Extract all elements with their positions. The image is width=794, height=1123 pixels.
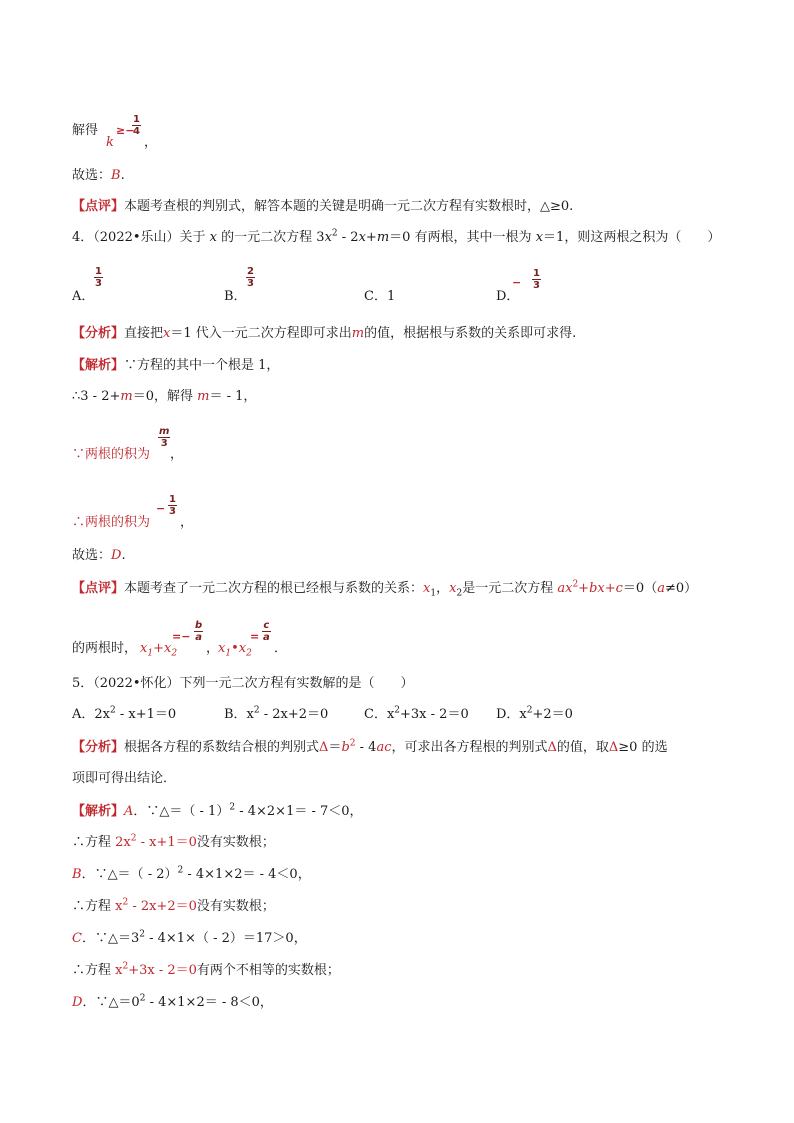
exponent: 2 [110, 705, 116, 716]
choose-value: D [111, 548, 122, 563]
solution-text: 有两个不相等的实数根； [196, 963, 340, 978]
denominator: 4 [133, 126, 140, 137]
var-x1: x [218, 641, 226, 656]
exponent: 2 [139, 929, 145, 940]
option-a-label: A． [72, 289, 95, 304]
case-label: B [72, 867, 82, 882]
choose-value: B [111, 168, 121, 183]
solution-text: 没有实数根； [196, 835, 275, 850]
solution-text: ＝0，解得 [132, 389, 198, 404]
fraction-b-over-a [194, 620, 203, 643]
denominator: 3 [533, 280, 540, 291]
option-d-fraction [532, 268, 541, 291]
option-text: B．x [224, 707, 254, 722]
fraction-minus-one-third [168, 494, 177, 517]
option-b-fraction [246, 266, 255, 289]
subscript: 2 [171, 648, 178, 659]
review-text: ≠0） [664, 581, 698, 596]
stem-text: ＝1，则这两根之积为（ ） [543, 230, 721, 245]
review-tag: 【点评】 [72, 199, 125, 214]
solution-text: - 4×1×2＝ - 8＜0， [145, 995, 273, 1010]
var-x: x [358, 230, 366, 245]
fraction-one-quarter [132, 114, 141, 137]
option-text: - 2x+2＝0 [259, 707, 329, 722]
subscript: 2 [246, 648, 252, 659]
option-b-label: B． [224, 289, 247, 304]
text: 解得 [72, 123, 99, 138]
term-ax: ax [557, 581, 573, 596]
solution-text: - 4×1×2＝ - 4＜0， [183, 867, 311, 882]
equation: - x+1＝0 [136, 835, 197, 850]
separator: ， [206, 641, 220, 656]
option-a [72, 706, 176, 724]
minus-sign: − [156, 502, 166, 515]
comma: ， [170, 447, 184, 462]
numerator: 2 [247, 266, 254, 277]
review-text: 的两根时， [72, 641, 138, 656]
case-label: C [72, 931, 82, 946]
dot: • [231, 641, 239, 656]
analysis-text: 直接把 [124, 326, 164, 341]
solution-text: ∴3 - 2+ [72, 389, 121, 404]
delta-symbol: Δ [608, 740, 619, 755]
q4-options [72, 266, 632, 306]
option-a-fraction [94, 266, 103, 289]
plus: + [153, 641, 164, 656]
denominator: a [195, 632, 202, 643]
product-expression [218, 640, 252, 658]
q5-stem: 5．（2022•怀化）下列一元二次方程有实数解的是（ ） [72, 676, 414, 691]
solution-text: ∵方程的其中一个根是 1， [124, 358, 280, 373]
option-text: A．2x [72, 707, 110, 722]
option-text: +3x - 2＝0 [400, 707, 469, 722]
q4-solution-3 [72, 424, 272, 464]
q4-review-line-2 [72, 620, 292, 660]
var-x2: x [163, 641, 172, 656]
exponent: 2 [139, 993, 146, 1004]
q5-solution-7 [72, 994, 273, 1012]
var-m: m [197, 389, 210, 404]
q4-stem [72, 229, 720, 247]
option-text: C．x [364, 707, 395, 722]
review-text: 本题考查根的判别式，解答本题的关键是明确一元二次方程有实数根时，△≥0. [124, 199, 574, 214]
analysis-text: 根据各方程的系数结合根的判别式 [124, 740, 320, 755]
q4-choose [72, 547, 126, 565]
minus-sign: − [512, 276, 522, 289]
period: ． [274, 641, 288, 656]
var-x: x [163, 326, 171, 341]
exponent: 2 [130, 833, 137, 844]
comma: ， [180, 515, 194, 530]
stem-text: - 2 [337, 230, 359, 245]
var-a: a [657, 581, 665, 596]
q5-solution-6 [72, 962, 340, 980]
period: . [121, 548, 126, 563]
solution-text: - 4×1×（ - 2）＝17＞0， [144, 931, 307, 946]
delta-symbol: Δ [319, 740, 329, 755]
exponent: 2 [349, 738, 356, 749]
q5-solution-3 [72, 866, 311, 884]
analysis-text: ≥0 的选 [618, 740, 668, 755]
subscript: 1 [225, 648, 232, 659]
case-label: D [72, 995, 83, 1010]
exponent: 2 [572, 579, 579, 590]
numerator: 1 [133, 114, 140, 125]
denominator: 3 [160, 438, 168, 449]
plus: + [604, 581, 616, 596]
var-x: x [324, 230, 332, 245]
q5-analysis-line-2: 项即可得出结论． [72, 771, 177, 786]
stem-text: 4．（2022•乐山）关于 [72, 230, 206, 245]
subscript: 1 [430, 588, 437, 599]
fraction-m-over-3 [158, 426, 170, 449]
denominator: 3 [247, 278, 254, 289]
stem-text: 的一元二次方程 3 [221, 230, 325, 245]
equation: x [115, 963, 123, 978]
case-label: A [124, 804, 134, 819]
analysis-text: - 4 [355, 740, 377, 755]
term-c: c [615, 581, 623, 596]
option-text: +2＝0 [532, 707, 573, 722]
var-ac: ac [376, 740, 392, 755]
option-c [364, 706, 469, 724]
q4-analysis [72, 325, 576, 343]
term-bx: bx [589, 581, 605, 596]
option-text: - x+1＝0 [115, 707, 177, 722]
equals: = [250, 630, 260, 643]
var-k: k [106, 135, 114, 150]
q5-analysis-line-1 [72, 739, 668, 757]
solution-text: ∴两根的积为 [72, 515, 151, 530]
q5-solution-4 [72, 898, 275, 916]
numerator: 1 [95, 266, 102, 277]
option-b [224, 706, 328, 724]
option-d-label: D． [496, 289, 520, 304]
prev-solution-line [72, 114, 158, 156]
exponent: 2 [229, 802, 236, 813]
var-m: m [376, 230, 390, 245]
exponent: 2 [526, 705, 533, 716]
var-b: b [341, 740, 350, 755]
exponent: 2 [122, 961, 129, 972]
analysis-text: 的值，根据根与系数的关系即可求得. [364, 326, 577, 341]
var-x1: x [423, 581, 431, 596]
solution-text: ．∵△＝3 [81, 931, 140, 946]
stem-text: + [365, 230, 377, 245]
var-x2: x [238, 641, 247, 656]
equation: +3x - 2＝0 [128, 963, 197, 978]
denominator: 3 [169, 506, 176, 517]
analysis-text: ＝ [328, 740, 342, 755]
analysis-text: ＝1 代入一元二次方程即可求出 [170, 326, 352, 341]
review-text: 本题考查了一元二次方程的根已经根与系数的关系： [124, 581, 424, 596]
q4-solution-1 [72, 357, 279, 375]
numerator: m [159, 426, 170, 437]
var-x1: x [140, 641, 148, 656]
review-text: 是一元二次方程 [462, 581, 558, 596]
solution-text: ＝ - 1， [209, 389, 257, 404]
choose-label: 故选： [72, 548, 112, 563]
subscript: 2 [456, 588, 463, 599]
q4-solution-2 [72, 388, 256, 406]
solution-tag: 【解析】 [72, 358, 125, 373]
exponent: 2 [253, 705, 260, 716]
exponent: 2 [331, 228, 338, 239]
stem-text: ＝0 有两根，其中一根为 [389, 230, 536, 245]
solution-text: ∵两根的积为 [72, 447, 151, 462]
numerator: 1 [169, 494, 176, 505]
q5-solution-5 [72, 930, 307, 948]
comma: ， [144, 135, 158, 150]
var-m: m [120, 389, 133, 404]
prev-review-line [72, 198, 573, 216]
separator: ， [436, 581, 450, 596]
solution-text: ．∵△＝0 [82, 995, 140, 1010]
exponent: 2 [177, 865, 184, 876]
var-x: x [535, 230, 544, 245]
analysis-tag: 【分析】 [72, 740, 125, 755]
solution-text: 没有实数根； [196, 899, 275, 914]
choose-label: 故选： [72, 168, 112, 183]
option-d [496, 706, 573, 724]
q4-review-line-1 [72, 580, 697, 598]
exponent: 2 [394, 705, 401, 716]
analysis-tag: 【分析】 [72, 326, 125, 341]
solution-text: - 4×2×1＝ - 7＜0， [235, 804, 363, 819]
var-x2: x [449, 581, 457, 596]
delta-symbol: Δ [547, 740, 557, 755]
option-c-label: C．1 [364, 289, 396, 304]
subscript: 1 [147, 648, 154, 659]
solution-text: ．∵△＝（ - 1） [133, 804, 230, 819]
q5-solution-1 [72, 803, 363, 821]
exponent: 2 [122, 897, 129, 908]
solution-text: ∴方程 [72, 899, 116, 914]
plus: + [578, 581, 590, 596]
equation: 2x [115, 835, 131, 850]
solution-text: ．∵△＝（ - 2） [81, 867, 178, 882]
equation: x [115, 899, 123, 914]
numerator: c [263, 620, 270, 631]
option-text: D．x [496, 707, 527, 722]
ge-symbol: ≥− [116, 124, 135, 137]
var-x: x [209, 230, 218, 245]
var-m: m [351, 326, 365, 341]
analysis-text: 的值，取 [556, 740, 609, 755]
denominator: a [263, 632, 270, 643]
q5-solution-2 [72, 834, 275, 852]
numerator: b [195, 620, 203, 631]
review-tag: 【点评】 [72, 581, 125, 596]
numerator: 1 [533, 268, 540, 279]
q4-solution-4 [72, 492, 272, 532]
review-text: ＝0（ [622, 581, 658, 596]
fraction-c-over-a [262, 620, 271, 643]
prev-choose-line [72, 167, 125, 185]
equals-minus: =− [172, 630, 191, 643]
solution-text: ∴方程 [72, 835, 116, 850]
denominator: 3 [95, 278, 102, 289]
period: . [120, 168, 125, 183]
solution-text: ∴方程 [72, 963, 116, 978]
analysis-text: ，可求出各方程根的判别式 [391, 740, 548, 755]
equation: - 2x+2＝0 [128, 899, 197, 914]
solution-tag: 【解析】 [72, 804, 125, 819]
